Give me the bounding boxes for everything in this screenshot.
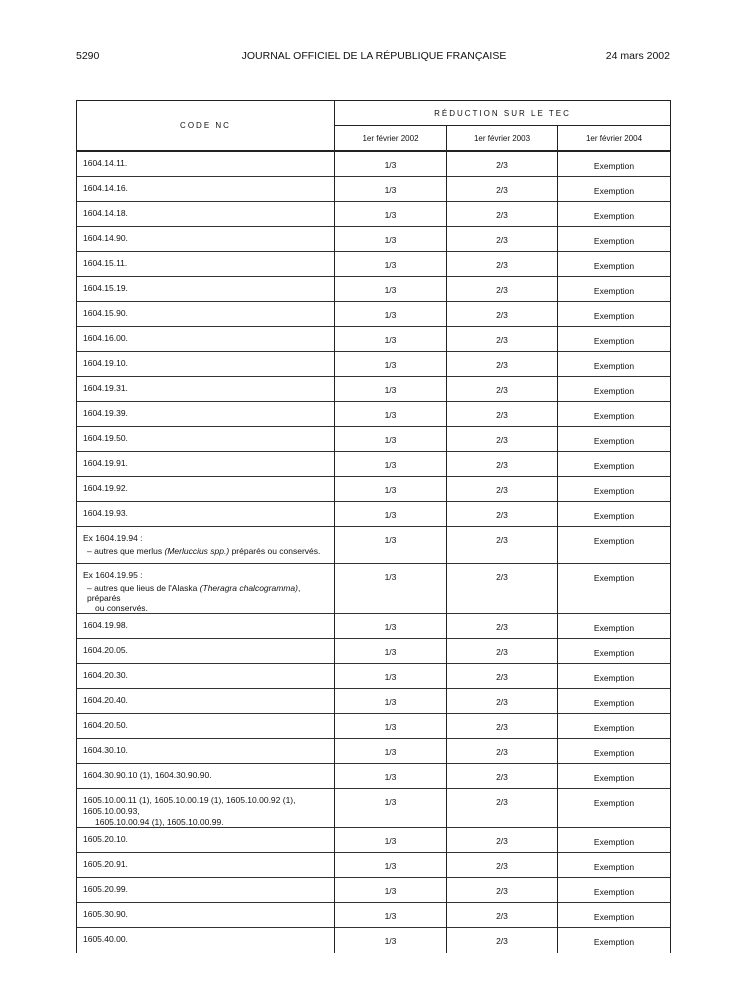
table-row (77, 738, 671, 763)
journal-title: JOURNAL OFFICIEL DE LA RÉPUBLIQUE FRANÇAISE (241, 50, 507, 62)
cell-2003: 2/3 (447, 788, 558, 827)
cell-2003: 2/3 (447, 251, 558, 276)
table-row (77, 326, 671, 351)
code-text: 1604.19.10. (83, 357, 128, 368)
species-latin-name: (Theragra chalcogramma) (199, 582, 298, 593)
cell-code-nc (77, 738, 335, 763)
cell-2003: 2/3 (447, 276, 558, 301)
cell-2003: 2/3 (447, 877, 558, 902)
cell-2004: Exemption (558, 451, 671, 476)
cell-2003: 2/3 (447, 713, 558, 738)
code-text: 1604.15.19. (83, 282, 128, 293)
cell-2004: Exemption (558, 852, 671, 877)
cell-2002: 1/3 (335, 902, 447, 927)
cell-2002: 1/3 (335, 176, 447, 201)
cell-2002: 1/3 (335, 763, 447, 788)
cell-2002: 1/3 (335, 301, 447, 326)
code-text: 1604.15.90. (83, 307, 128, 318)
cell-2004: Exemption (558, 927, 671, 953)
description-text: préparés ou conservés. (229, 545, 321, 556)
code-text: 1605.20.99. (83, 883, 128, 894)
cell-code-nc (77, 376, 335, 401)
cell-2002: 1/3 (335, 226, 447, 251)
cell-code-nc (77, 326, 335, 351)
table-row (77, 151, 671, 176)
issue-date: 24 mars 2002 (605, 50, 670, 62)
cell-2002: 1/3 (335, 613, 447, 638)
code-text: 1605.20.10. (83, 833, 128, 844)
cell-2003: 2/3 (447, 226, 558, 251)
cell-code-nc (77, 476, 335, 501)
cell-code-nc (77, 251, 335, 276)
cell-2002: 1/3 (335, 788, 447, 827)
cell-code-nc (77, 226, 335, 251)
cell-2003: 2/3 (447, 852, 558, 877)
cell-2002: 1/3 (335, 276, 447, 301)
code-text: 1604.14.18. (83, 207, 128, 218)
cell-2004: Exemption (558, 713, 671, 738)
cell-2002: 1/3 (335, 927, 447, 953)
cell-2002: 1/3 (335, 526, 447, 563)
code-text: 1604.20.30. (83, 669, 128, 680)
code-text: Ex 1604.19.94 : (83, 532, 143, 543)
code-text: 1604.19.98. (83, 619, 128, 630)
cell-2003: 2/3 (447, 201, 558, 226)
table-row (77, 451, 671, 476)
cell-2002: 1/3 (335, 827, 447, 852)
code-text: 1604.19.93. (83, 507, 128, 518)
table-row (77, 927, 671, 953)
code-text: 1605.40.00. (83, 933, 128, 944)
cell-code-nc (77, 663, 335, 688)
code-text: Ex 1604.19.95 : (83, 569, 143, 580)
cell-2002: 1/3 (335, 251, 447, 276)
cell-2002: 1/3 (335, 401, 447, 426)
cell-2004: Exemption (558, 638, 671, 663)
cell-2004: Exemption (558, 326, 671, 351)
cell-code-nc (77, 927, 335, 953)
table-row (77, 301, 671, 326)
cell-2002: 1/3 (335, 688, 447, 713)
cell-2002: 1/3 (335, 451, 447, 476)
tariff-table (76, 100, 670, 953)
table-row (77, 613, 671, 638)
cell-2003: 2/3 (447, 827, 558, 852)
table-row (77, 688, 671, 713)
cell-2004: Exemption (558, 276, 671, 301)
code-description (83, 583, 334, 603)
code-text: 1604.14.11. (83, 158, 128, 168)
cell-2002: 1/3 (335, 501, 447, 526)
table-row (77, 426, 671, 451)
table-row (77, 877, 671, 902)
table-row (77, 663, 671, 688)
header-date-2004: 1er février 2004 (558, 126, 671, 152)
code-text: 1604.19.92. (83, 482, 128, 493)
cell-code-nc (77, 788, 335, 827)
cell-code-nc (77, 827, 335, 852)
cell-2004: Exemption (558, 501, 671, 526)
code-continuation: 1605.10.00.94 (1), 1605.10.00.99. (95, 816, 224, 827)
cell-2003: 2/3 (447, 688, 558, 713)
code-text: 1604.20.50. (83, 719, 128, 730)
description-text: – autres que lieus de l'Alaska (87, 582, 200, 593)
cell-2003: 2/3 (447, 426, 558, 451)
table-row (77, 501, 671, 526)
cell-2002: 1/3 (335, 877, 447, 902)
cell-2003: 2/3 (447, 613, 558, 638)
code-description (83, 546, 334, 556)
cell-2002: 1/3 (335, 151, 447, 176)
cell-code-nc (77, 852, 335, 877)
code-text: 1605.10.00.11 (1), 1605.10.00.19 (1), 1605.10.00.92 (1), 1605.10.00.93, (83, 794, 296, 816)
cell-code-nc (77, 301, 335, 326)
table-row (77, 526, 671, 563)
code-text: 1604.19.39. (83, 407, 128, 418)
cell-2003: 2/3 (447, 738, 558, 763)
cell-2003: 2/3 (447, 451, 558, 476)
header-date-2003: 1er février 2003 (447, 126, 558, 152)
cell-code-nc (77, 176, 335, 201)
species-latin-name: (Merluccius spp.) (164, 545, 230, 556)
cell-2003: 2/3 (447, 563, 558, 613)
cell-code-nc (77, 351, 335, 376)
cell-2004: Exemption (558, 351, 671, 376)
table-row (77, 401, 671, 426)
cell-code-nc (77, 902, 335, 927)
code-text: 1604.20.40. (83, 694, 128, 705)
cell-code-nc (77, 563, 335, 613)
header-code-nc: CODE NC (77, 101, 335, 152)
cell-2003: 2/3 (447, 326, 558, 351)
code-text: 1604.20.05. (83, 644, 128, 655)
cell-code-nc (77, 763, 335, 788)
cell-2003: 2/3 (447, 902, 558, 927)
table-row (77, 827, 671, 852)
code-text: 1604.30.10. (83, 744, 128, 755)
cell-2003: 2/3 (447, 401, 558, 426)
cell-2002: 1/3 (335, 201, 447, 226)
table-row (77, 251, 671, 276)
code-text: 1604.19.50. (83, 432, 128, 443)
cell-2004: Exemption (558, 476, 671, 501)
table-row (77, 563, 671, 613)
cell-2004: Exemption (558, 251, 671, 276)
cell-code-nc (77, 613, 335, 638)
cell-2002: 1/3 (335, 426, 447, 451)
cell-2004: Exemption (558, 426, 671, 451)
cell-2004: Exemption (558, 201, 671, 226)
code-text: 1604.14.16. (83, 182, 128, 193)
cell-2003: 2/3 (447, 663, 558, 688)
cell-code-nc (77, 401, 335, 426)
code-text: 1604.16.00. (83, 332, 128, 343)
table-row (77, 638, 671, 663)
cell-code-nc (77, 877, 335, 902)
code-text: 1605.30.90. (83, 908, 128, 919)
cell-2004: Exemption (558, 526, 671, 563)
description-text: – autres que merlus (87, 545, 165, 556)
cell-2002: 1/3 (335, 738, 447, 763)
cell-2004: Exemption (558, 401, 671, 426)
cell-2003: 2/3 (447, 376, 558, 401)
table-row (77, 713, 671, 738)
cell-code-nc (77, 501, 335, 526)
cell-2004: Exemption (558, 663, 671, 688)
cell-2003: 2/3 (447, 638, 558, 663)
cell-2004: Exemption (558, 763, 671, 788)
cell-code-nc (77, 201, 335, 226)
description-continuation: ou conservés. (95, 602, 148, 613)
cell-2002: 1/3 (335, 638, 447, 663)
cell-2004: Exemption (558, 226, 671, 251)
table-row (77, 176, 671, 201)
cell-2003: 2/3 (447, 176, 558, 201)
table-row (77, 226, 671, 251)
cell-2004: Exemption (558, 563, 671, 613)
table-row (77, 788, 671, 827)
cell-2002: 1/3 (335, 713, 447, 738)
cell-2002: 1/3 (335, 326, 447, 351)
code-text: 1605.20.91. (83, 858, 128, 869)
cell-2003: 2/3 (447, 927, 558, 953)
cell-2003: 2/3 (447, 151, 558, 176)
table-row (77, 902, 671, 927)
cell-2002: 1/3 (335, 663, 447, 688)
table-row (77, 476, 671, 501)
table-row (77, 276, 671, 301)
cell-2002: 1/3 (335, 351, 447, 376)
code-text: 1604.14.90. (83, 232, 128, 243)
code-text: 1604.19.31. (83, 382, 128, 393)
code-text: 1604.30.90.10 (1), 1604.30.90.90. (83, 769, 212, 780)
cell-2003: 2/3 (447, 526, 558, 563)
description-text: , préparés (87, 582, 301, 603)
cell-code-nc (77, 151, 335, 176)
cell-2004: Exemption (558, 738, 671, 763)
cell-code-nc (77, 426, 335, 451)
cell-2004: Exemption (558, 176, 671, 201)
cell-code-nc (77, 276, 335, 301)
cell-code-nc (77, 526, 335, 563)
header-reduction-tec: RÉDUCTION SUR LE TEC (335, 101, 671, 126)
cell-code-nc (77, 688, 335, 713)
header-date-2002: 1er février 2002 (335, 126, 447, 152)
table-row (77, 201, 671, 226)
cell-2003: 2/3 (447, 763, 558, 788)
table-row (77, 763, 671, 788)
page-number: 5290 (76, 50, 100, 62)
cell-2004: Exemption (558, 877, 671, 902)
cell-2004: Exemption (558, 688, 671, 713)
cell-2003: 2/3 (447, 351, 558, 376)
cell-2002: 1/3 (335, 376, 447, 401)
cell-2003: 2/3 (447, 476, 558, 501)
cell-code-nc (77, 451, 335, 476)
cell-2004: Exemption (558, 827, 671, 852)
code-text: 1604.19.91. (83, 457, 128, 468)
cell-2004: Exemption (558, 613, 671, 638)
cell-code-nc (77, 638, 335, 663)
cell-2004: Exemption (558, 301, 671, 326)
cell-2003: 2/3 (447, 501, 558, 526)
cell-2002: 1/3 (335, 563, 447, 613)
table-row (77, 376, 671, 401)
cell-2003: 2/3 (447, 301, 558, 326)
cell-2002: 1/3 (335, 852, 447, 877)
cell-2002: 1/3 (335, 476, 447, 501)
cell-2004: Exemption (558, 376, 671, 401)
cell-2004: Exemption (558, 151, 671, 176)
table-row (77, 852, 671, 877)
table-row (77, 351, 671, 376)
cell-2004: Exemption (558, 788, 671, 827)
cell-code-nc (77, 713, 335, 738)
cell-2004: Exemption (558, 902, 671, 927)
code-text: 1604.15.11. (83, 257, 128, 268)
